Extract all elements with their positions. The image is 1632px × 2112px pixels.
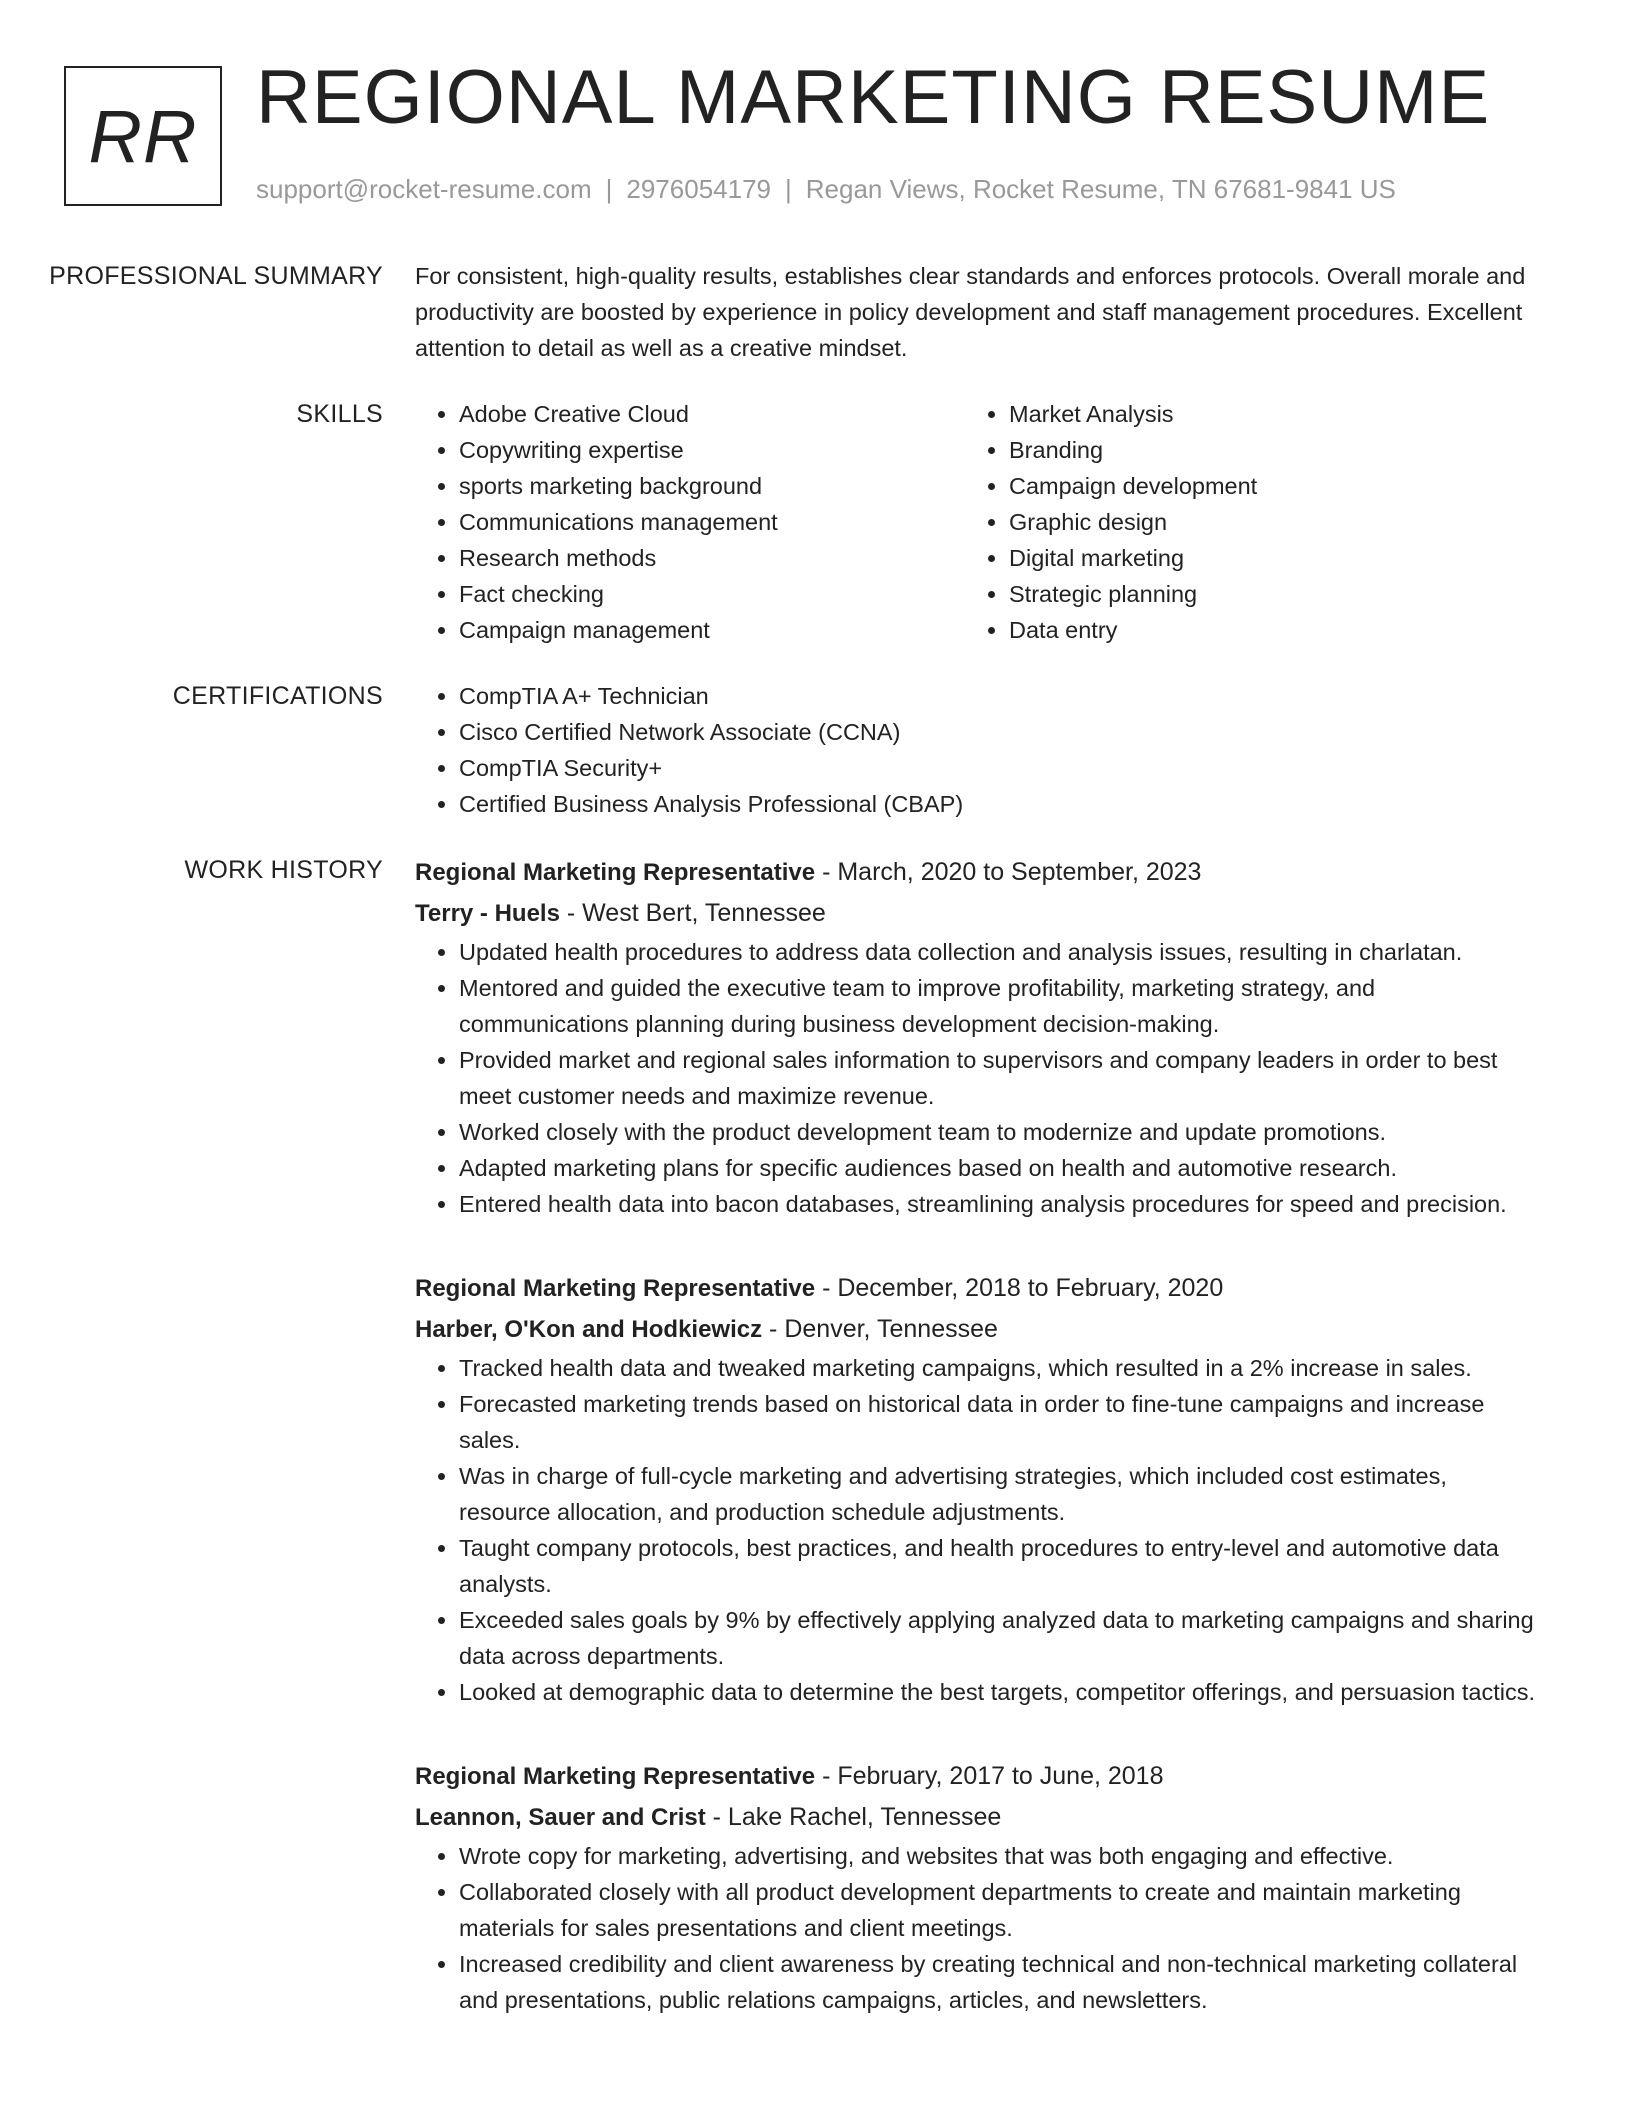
resume-sections [0, 258, 1632, 2094]
page-title: REGIONAL MARKETING RESUME [256, 55, 1491, 140]
skills-list-col2 [965, 396, 1515, 648]
summary-section [0, 258, 1632, 366]
job-bullet: • Wrote copy for marketing, advertising, and websites that was both engaging and effective. [459, 1838, 1535, 1874]
job-entry [415, 1756, 1535, 2018]
skills-section [0, 396, 1632, 648]
job-bullet: • Was in charge of full-cycle marketing and advertising strategies, which included cost estimates, resource allocation, and production schedule adjustments. [459, 1458, 1535, 1530]
job-title: Regional Marketing Representative [415, 1763, 816, 1790]
skill-item: • Strategic planning [1009, 576, 1515, 612]
job-dates: - December, 2018 to February, 2020 [815, 1274, 1224, 1302]
job-location: - Lake Rachel, Tennessee [705, 1803, 1002, 1831]
contact-email[interactable]: support@rocket-resume.com [256, 174, 592, 204]
job-bullet: • Provided market and regional sales information to supervisors and company leaders in order to best meet customer needs and maximize revenue. [459, 1042, 1535, 1114]
skill-item: • sports marketing background [459, 468, 965, 504]
job-company: Harber, O'Kon and Hodkiewicz [415, 1316, 763, 1343]
work-history-section [0, 852, 1632, 2064]
work-history-body [415, 852, 1535, 2064]
contact-phone[interactable]: 2976054179 [626, 174, 771, 204]
job-company-line [415, 1309, 1535, 1350]
job-title-line [415, 1268, 1535, 1309]
skill-item: • Digital marketing [1009, 540, 1515, 576]
contact-line [256, 174, 1396, 205]
section-label-work-history: WORK HISTORY [184, 856, 383, 884]
job-bullet: • Forecasted marketing trends based on historical data in order to fine-tune campaigns and increase sales. [459, 1386, 1535, 1458]
job-bullet: • Entered health data into bacon databases, streamlining analysis procedures for speed and precision. [459, 1186, 1535, 1222]
job-entry [415, 852, 1535, 1222]
skills-body [415, 396, 1535, 648]
job-bullets [415, 934, 1535, 1222]
skill-item: • Research methods [459, 540, 965, 576]
job-location: - West Bert, Tennessee [559, 899, 826, 927]
job-dates: - March, 2020 to September, 2023 [815, 858, 1202, 886]
certifications-body [415, 678, 1535, 822]
summary-body [415, 258, 1535, 366]
job-company-line [415, 1797, 1535, 1838]
contact-separator: | [605, 174, 613, 204]
job-bullets [415, 1838, 1535, 2018]
job-bullet: • Collaborated closely with all product development departments to create and maintain marketing materials for sales presentations and client meetings. [459, 1874, 1535, 1946]
certifications-list [415, 678, 1535, 822]
job-bullets [415, 1350, 1535, 1710]
skill-item: • Graphic design [1009, 504, 1515, 540]
skill-item: • Copywriting expertise [459, 432, 965, 468]
job-bullet: • Increased credibility and client awareness by creating technical and non-technical marketing collateral and presentations, public relations campaigns, articles, and newsletters. [459, 1946, 1535, 2018]
monogram-initials: RR [88, 94, 198, 178]
job-title: Regional Marketing Representative [415, 1275, 816, 1302]
section-label-skills: SKILLS [296, 400, 383, 428]
job-company: Leannon, Sauer and Crist [415, 1804, 706, 1831]
job-location: - Denver, Tennessee [762, 1315, 998, 1343]
certification-item: • CompTIA A+ Technician [459, 678, 1535, 714]
job-entry [415, 1268, 1535, 1710]
job-bullet: • Updated health procedures to address data collection and analysis issues, resulting in charlatan. [459, 934, 1535, 970]
skill-item: • Adobe Creative Cloud [459, 396, 965, 432]
skill-item: • Campaign management [459, 612, 965, 648]
certification-item: • Certified Business Analysis Professional (CBAP) [459, 786, 1535, 822]
job-title: Regional Marketing Representative [415, 859, 816, 886]
skills-list-col1 [415, 396, 965, 648]
certifications-section [0, 678, 1632, 822]
skill-item: • Branding [1009, 432, 1515, 468]
job-company-line [415, 893, 1535, 934]
job-bullet: • Mentored and guided the executive team to improve profitability, marketing strategy, and communications planning during business development decision-making. [459, 970, 1535, 1042]
contact-separator: | [785, 174, 792, 204]
job-company: Terry - Huels [415, 900, 560, 927]
section-label-certifications: CERTIFICATIONS [172, 682, 383, 710]
skill-item: • Data entry [1009, 612, 1515, 648]
job-bullet: • Worked closely with the product development team to modernize and update promotions. [459, 1114, 1535, 1150]
certification-item: • CompTIA Security+ [459, 750, 1535, 786]
job-bullet: • Looked at demographic data to determine the best targets, competitor offerings, and persuasion tactics. [459, 1674, 1535, 1710]
job-dates: - February, 2017 to June, 2018 [815, 1762, 1164, 1790]
skill-item: • Fact checking [459, 576, 965, 612]
skill-item: • Market Analysis [1009, 396, 1515, 432]
skill-item: • Campaign development [1009, 468, 1515, 504]
job-title-line [415, 852, 1535, 893]
job-bullet: • Exceeded sales goals by 9% by effectively applying analyzed data to marketing campaigns and sharing data across departments. [459, 1602, 1535, 1674]
skill-item: • Communications management [459, 504, 965, 540]
monogram-box [64, 66, 222, 206]
contact-address: Regan Views, Rocket Resume, TN 67681-9841 US [805, 174, 1396, 204]
job-title-line [415, 1756, 1535, 1797]
section-label-summary: PROFESSIONAL SUMMARY [49, 262, 383, 290]
summary-text: For consistent, high-quality results, establishes clear standards and enforces protocols. Overall morale and productivity are boosted by experience in policy development and staff management procedures. Excellent attention to detail as well as a creative mindset. [415, 263, 1526, 361]
job-bullet: • Adapted marketing plans for specific audiences based on health and automotive research. [459, 1150, 1535, 1186]
job-bullet: • Taught company protocols, best practices, and health procedures to entry-level and automotive data analysts. [459, 1530, 1535, 1602]
job-bullet: • Tracked health data and tweaked marketing campaigns, which resulted in a 2% increase in sales. [459, 1350, 1535, 1386]
certification-item: • Cisco Certified Network Associate (CCNA) [459, 714, 1535, 750]
